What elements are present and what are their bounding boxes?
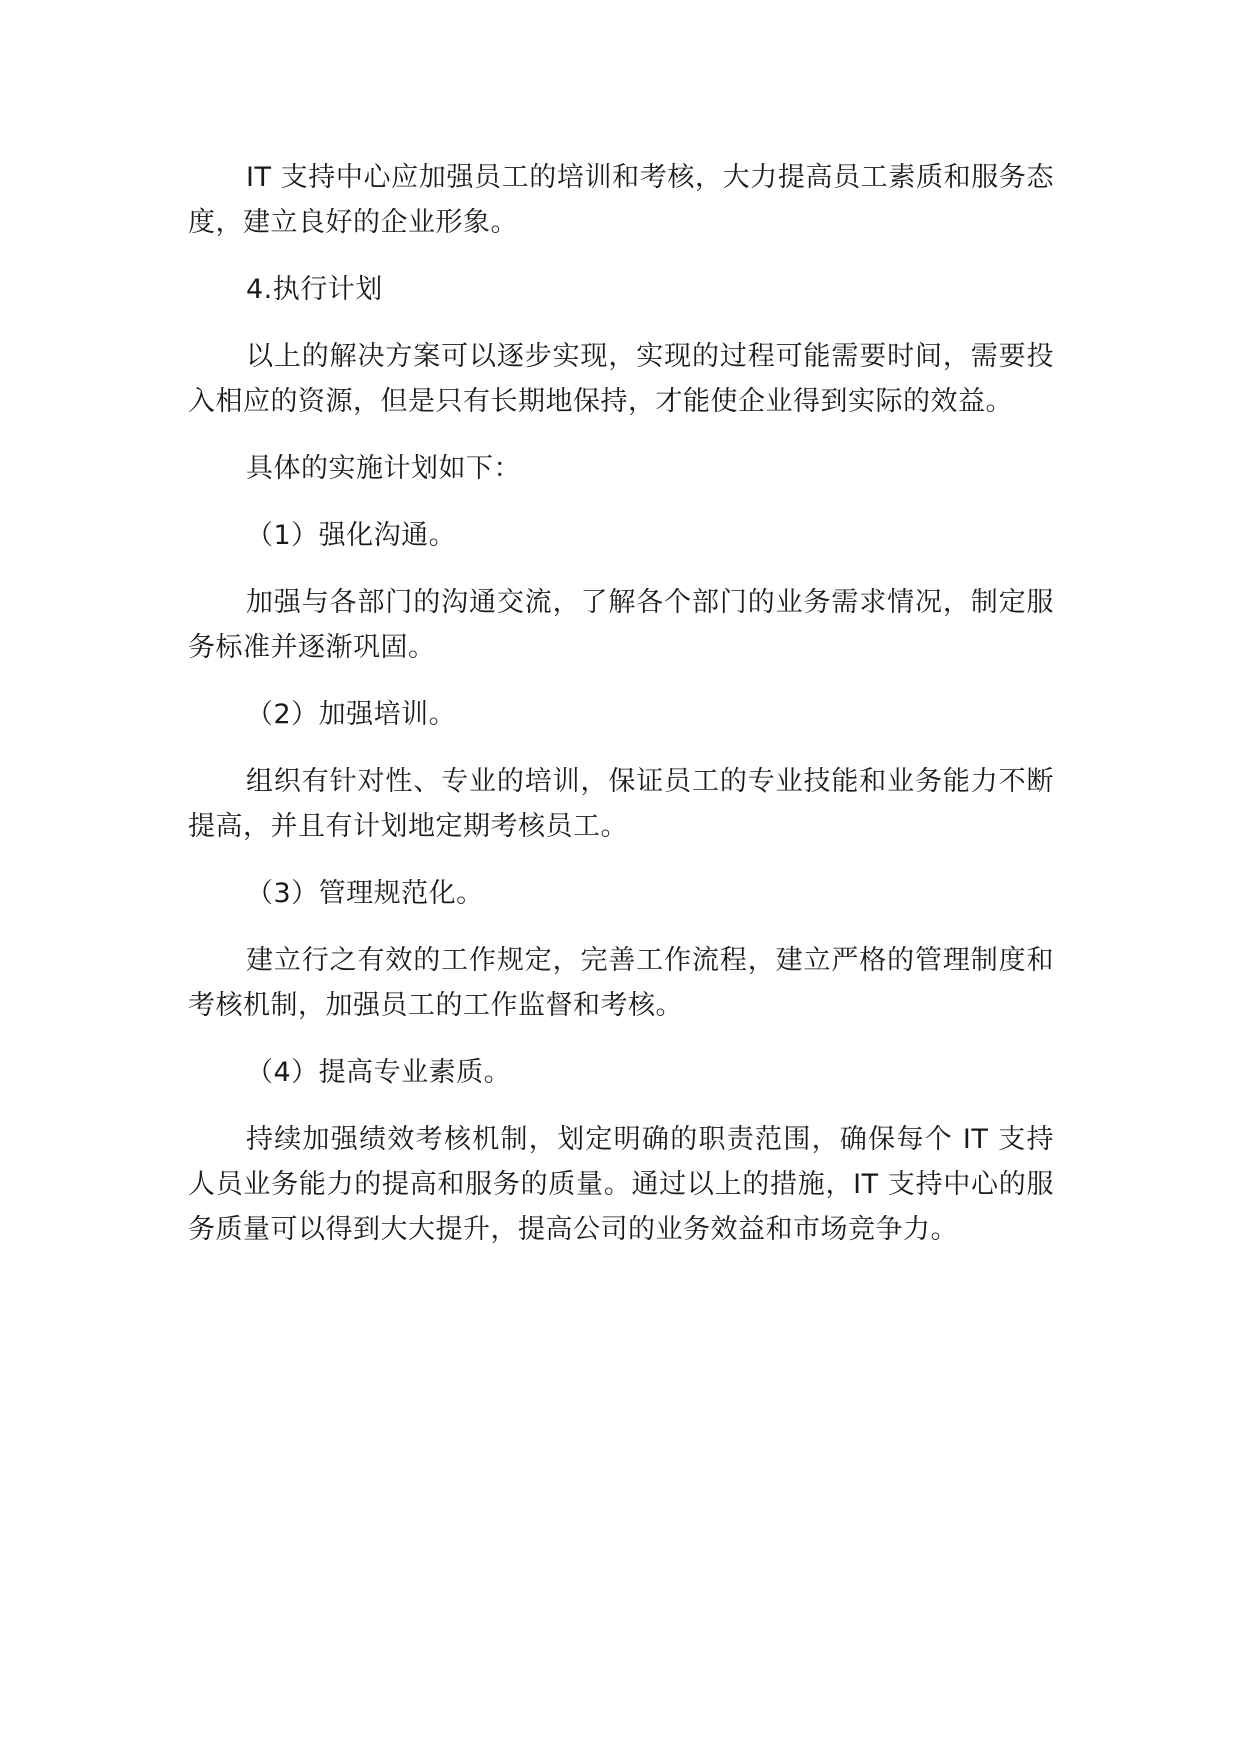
paragraph-communication: 加强与各部门的沟通交流，了解各个部门的业务需求情况，制定服务标准并逐渐巩固。 <box>188 587 1054 663</box>
paragraph-training: 组织有针对性、专业的培训，保证员工的专业技能和业务能力不断提高，并且有计划地定期考核员工。 <box>188 766 1054 842</box>
paragraph-professionalism: 持续加强绩效考核机制，划定明确的职责范围，确保每个 IT 支持人员业务能力的提高和服务的质量。通过以上的措施，IT 支持中心的服务质量可以得到大大提升，提高公司的业务效益和市场竞争力。 <box>188 1124 1054 1245</box>
paragraph-plan-intro: 具体的实施计划如下： <box>246 453 521 484</box>
section-heading-execution-plan: 4.执行计划 <box>246 274 383 305</box>
item-heading-standardization: （3）管理规范化。 <box>246 878 484 909</box>
item-heading-training: （2）加强培训。 <box>246 699 457 730</box>
item-heading-communication: （1）强化沟通。 <box>246 520 457 551</box>
item-heading-professionalism: （4）提高专业素质。 <box>246 1057 512 1088</box>
paragraph-solution-steps: 以上的解决方案可以逐步实现，实现的过程可能需要时间，需要投入相应的资源，但是只有长期地保持，才能使企业得到实际的效益。 <box>188 341 1054 417</box>
paragraph-training-intro: IT 支持中心应加强员工的培训和考核，大力提高员工素质和服务态度，建立良好的企业形象。 <box>188 162 1054 238</box>
paragraph-standardization: 建立行之有效的工作规定，完善工作流程，建立严格的管理制度和考核机制，加强员工的工作监督和考核。 <box>188 945 1054 1021</box>
document-body <box>188 155 1054 1274</box>
